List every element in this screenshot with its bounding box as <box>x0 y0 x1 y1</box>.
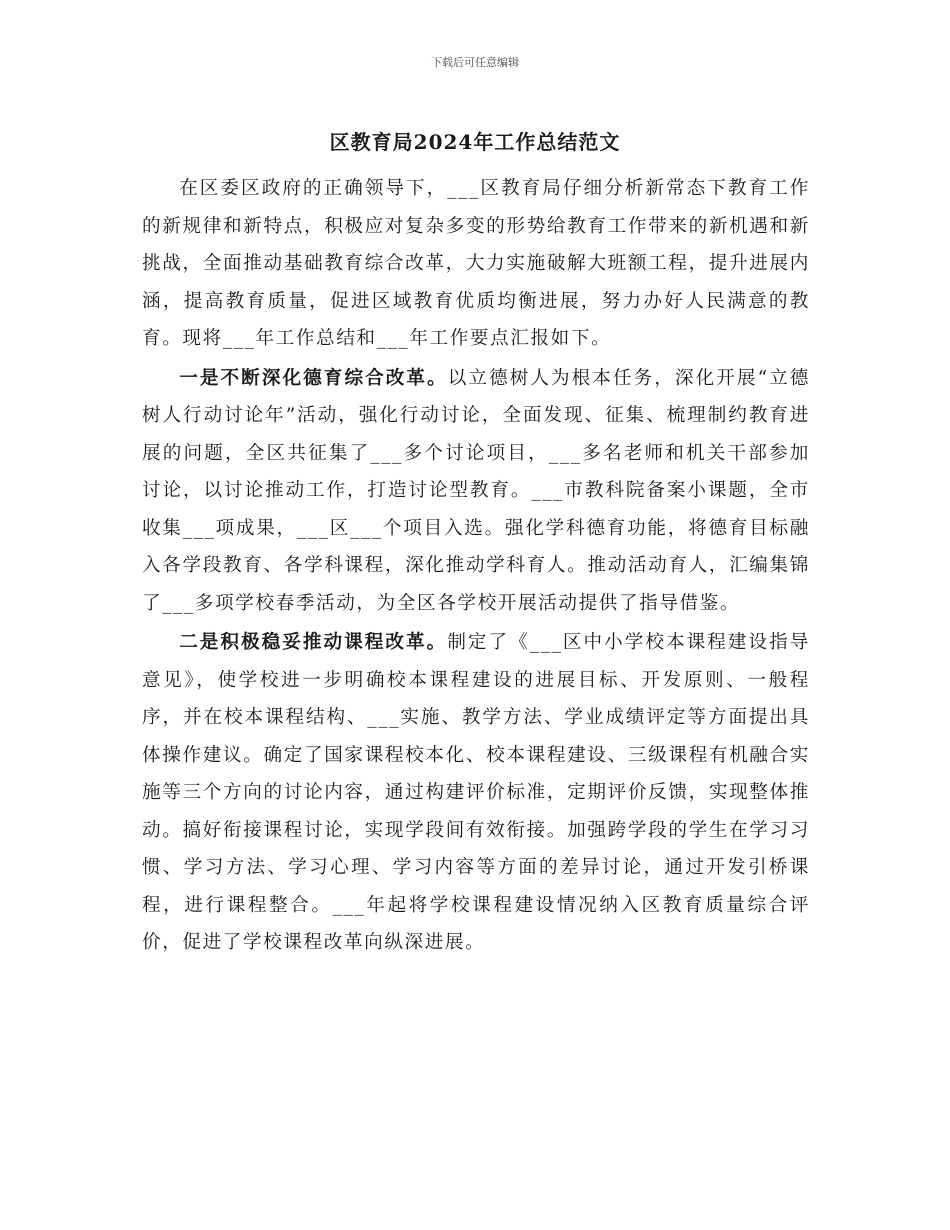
header-note: 下载后可任意编辑 <box>431 56 519 69</box>
document-body <box>142 170 810 964</box>
paragraph-text: 制定了《___区中小学校本课程建设指导意见》，使学校进一步明确校本课程建设的进展目标、开发原则、一般程序，并在校本课程结构、___实施、教学方法、学业成绩评定等方面提出具体操作建议。确定了国家课程校本化、校本课程建设、三级课程有机融合实施等三个方向的讨论内容，通过构建评价标准，定期评价反馈，实现整体推动。搞好衔接课程讨论，实现学段间有效衔接。加强跨学段的学生在学习习惯、学习方法、学习心理、学习内容等方面的差异讨论，通过开发引桥课程，进行课程整合。___年起将学校课程建设情况纳入区教育质量综合评价，促进了学校课程改革向纵深进展。 <box>142 632 810 953</box>
paragraph-curriculum-reform <box>142 624 810 962</box>
document-title: 区教育局2024年工作总结范文 <box>329 130 621 154</box>
paragraph-text: 在区委区政府的正确领导下，___区教育局仔细分析新常态下教育工作的新规律和新特点，积极应对复杂多变的形势给教育工作带来的新机遇和新挑战，全面推动基础教育综合改革，大力实施破解大班额工程，提升进展内涵，提高教育质量，促进区域教育优质均衡进展，努力办好人民满意的教育。现将___年工作总结和___年工作要点汇报如下。 <box>142 178 810 349</box>
paragraph-intro <box>142 170 810 358</box>
paragraph-lead: 一是不断深化德育综合改革。 <box>179 367 448 389</box>
paragraph-text: 以立德树人为根本任务，深化开展“立德树人行动讨论年”活动，强化行动讨论，全面发现、征集、梳理制约教育进展的问题，全区共征集了___多个讨论项目，___多名老师和机关干部参加讨论，以讨论推动工作，打造讨论型教育。___市教科院备案小课题，全市收集___项成果，___区___个项目入选。强化学科德育功能，将德育目标融入各学段教育、各学科课程，深化推动学科育人。推动活动育人，汇编集锦了___多项学校春季活动，为全区各学校开展活动提供了指导借鉴。 <box>142 367 810 614</box>
paragraph-lead: 二是积极稳妥推动课程改革。 <box>179 632 448 653</box>
paragraph-moral-education <box>142 360 810 623</box>
